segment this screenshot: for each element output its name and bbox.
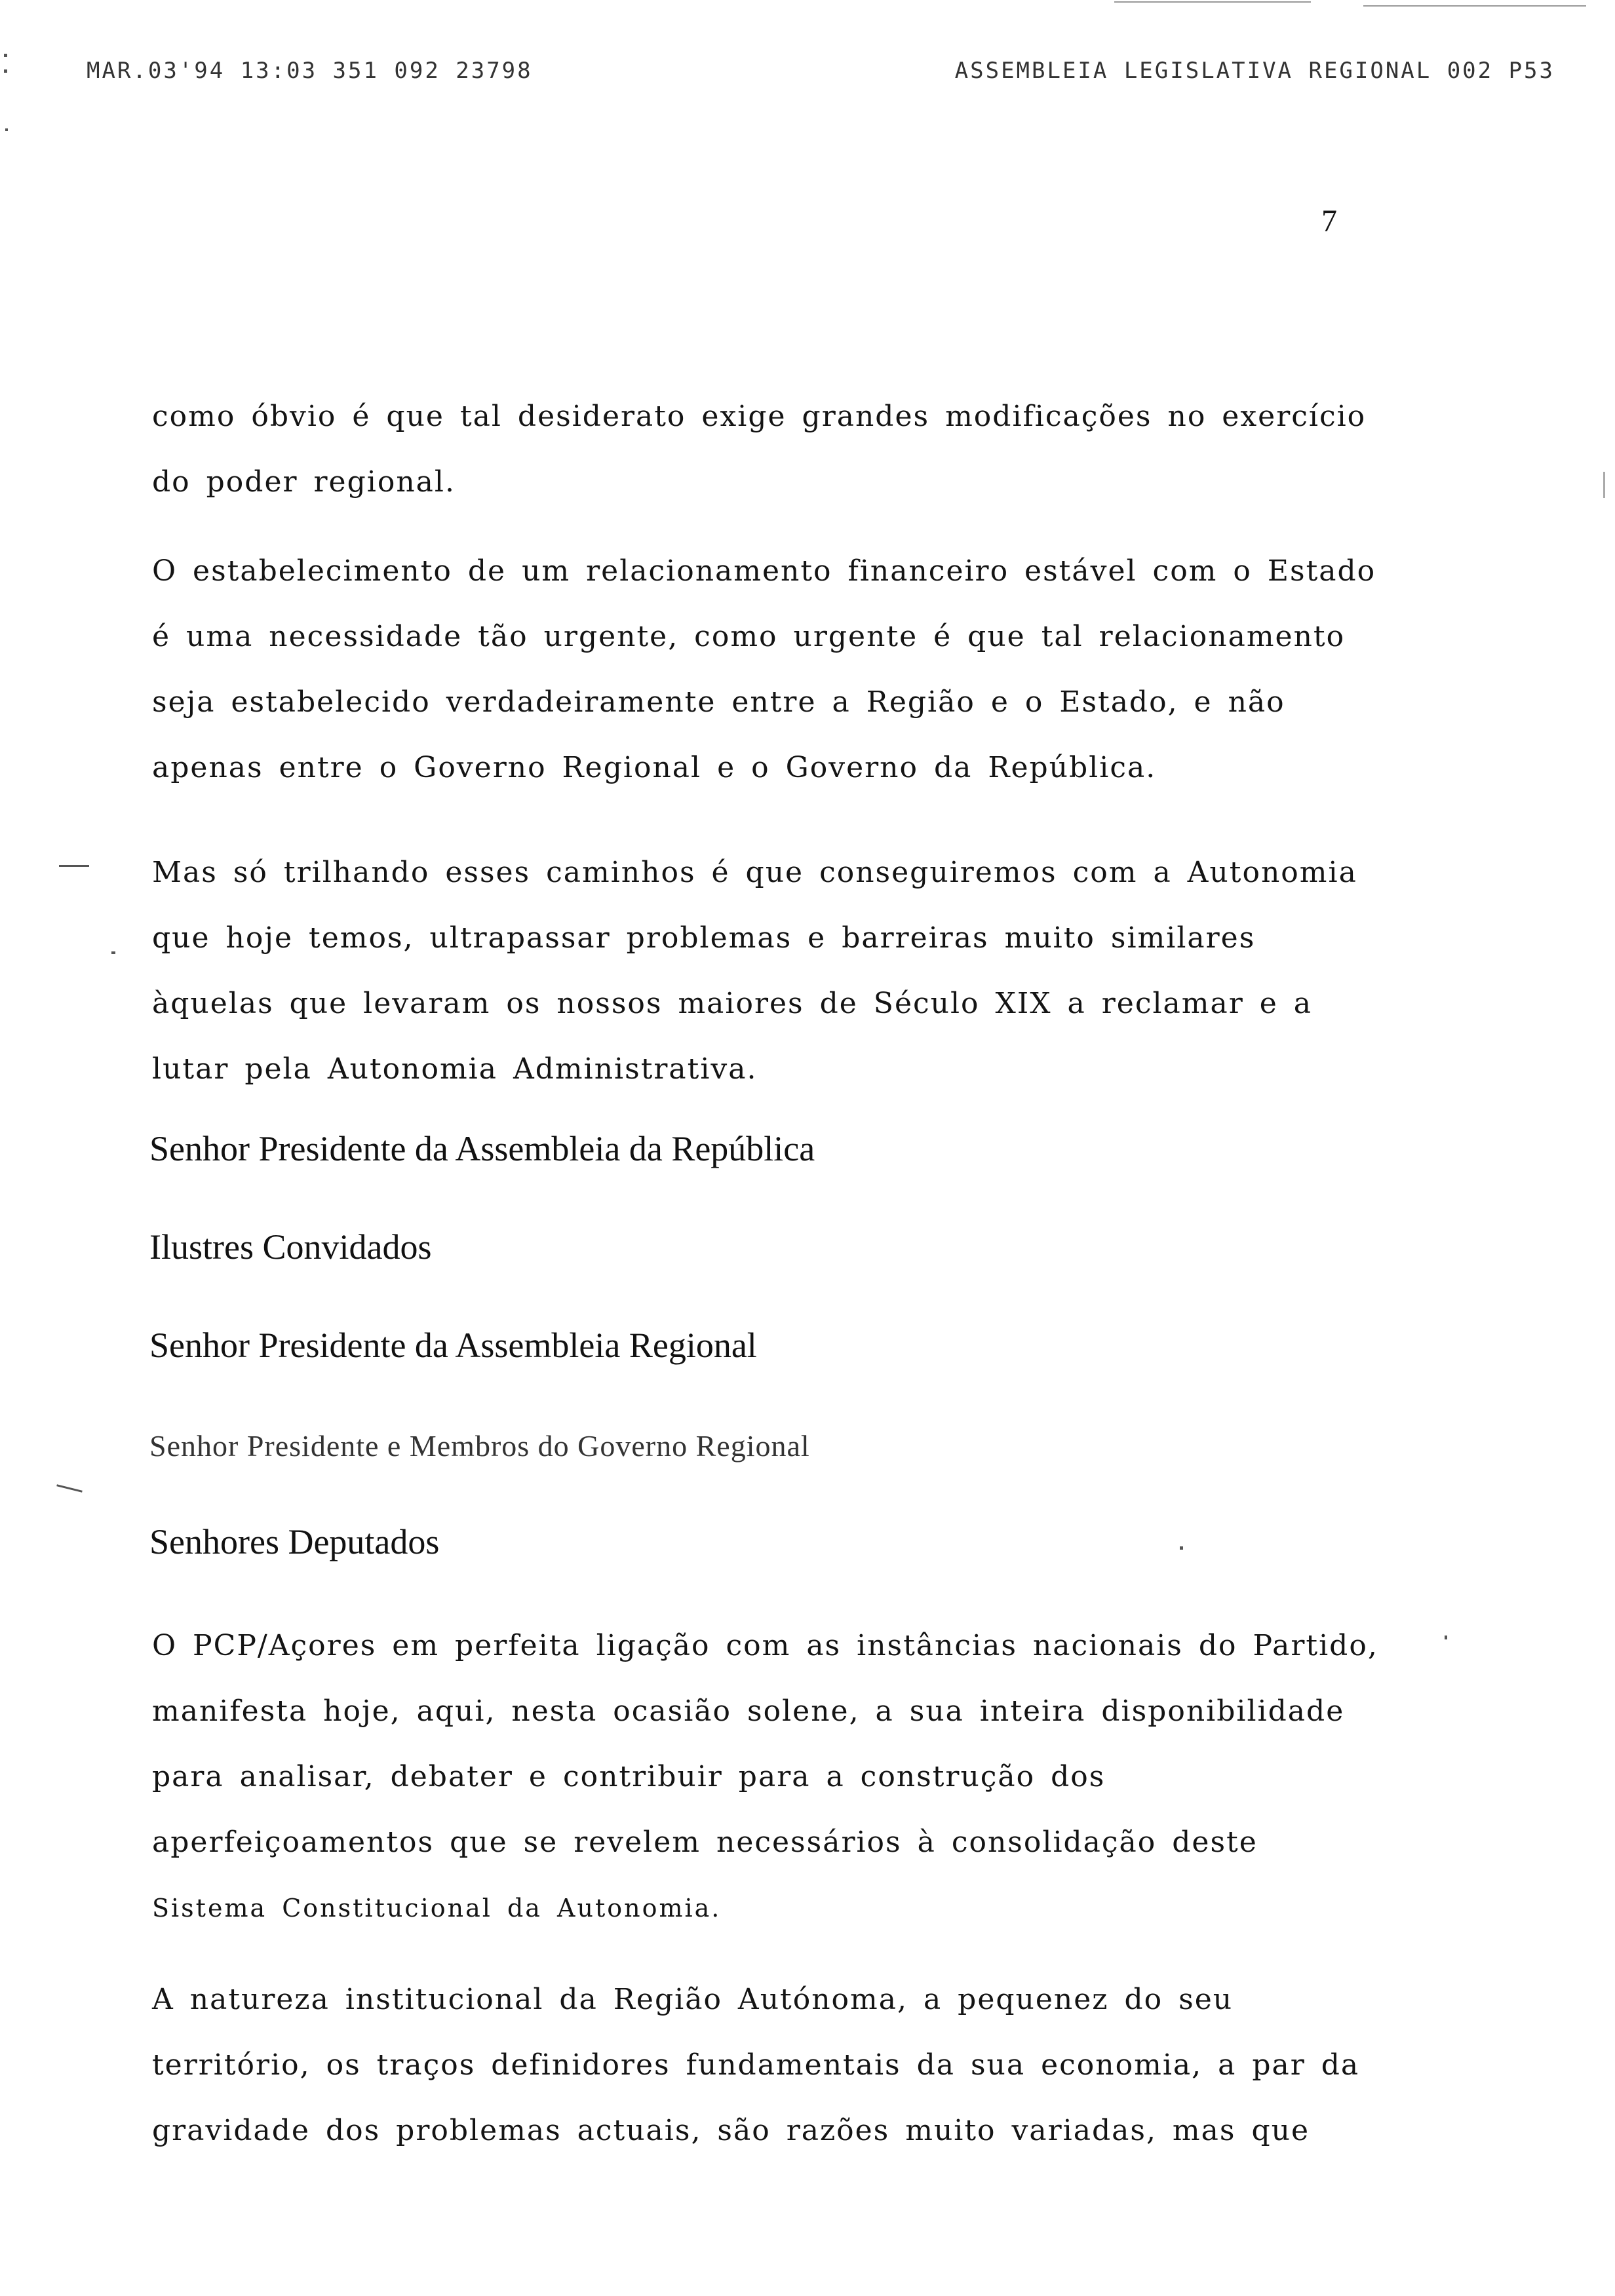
- text-line: Mas só trilhando esses caminhos é que conseguiremos com a Autonomia: [152, 856, 1357, 889]
- salutation-line: Ilustres Convidados: [149, 1227, 432, 1267]
- fax-header: [87, 58, 1555, 84]
- scan-speck: [4, 54, 7, 57]
- text-line: O PCP/Açores em perfeita ligação com as instâncias nacionais do Partido,: [152, 1629, 1378, 1662]
- text-line: do poder regional.: [152, 465, 456, 499]
- scan-speck: [1603, 472, 1605, 498]
- scan-speck: [1445, 1636, 1447, 1639]
- text-line: A natureza institucional da Região Autónoma, a pequenez do seu: [152, 1983, 1234, 2016]
- salutation-line: Senhor Presidente da Assembleia Regional: [149, 1326, 757, 1365]
- text-line: aperfeiçoamentos que se revelem necessários à consolidação deste: [152, 1826, 1258, 1859]
- salutation-line: Senhor Presidente e Membros do Governo Regional: [149, 1429, 810, 1463]
- salutation-line: Senhor Presidente da Assembleia da República: [149, 1129, 815, 1168]
- scan-speck: [111, 951, 115, 954]
- paragraph-5: [152, 1967, 1384, 2164]
- page-number: 7: [1321, 204, 1337, 239]
- text-line: manifesta hoje, aqui, nesta ocasião solene, a sua inteira disponibilidade: [152, 1694, 1345, 1728]
- scan-speck: [56, 1484, 83, 1493]
- paragraph-2: [152, 539, 1384, 801]
- text-line: como óbvio é que tal desiderato exige grandes modificações no exercício: [152, 400, 1367, 433]
- paragraph-3: [152, 840, 1384, 1102]
- text-line: lutar pela Autonomia Administrativa.: [152, 1052, 758, 1086]
- fax-sender-info: ASSEMBLEIA LEGISLATIVA REGIONAL 002 P53: [954, 58, 1555, 84]
- text-line: que hoje temos, ultrapassar problemas e barreiras muito similares: [152, 921, 1256, 955]
- paragraph-1: [152, 384, 1384, 515]
- scan-edge-line: [1363, 5, 1586, 7]
- scan-speck: [4, 69, 7, 73]
- fax-transmission-info: MAR.03'94 13:03 351 092 23798: [87, 58, 533, 84]
- scan-speck: [1180, 1546, 1183, 1550]
- scan-speck: [59, 865, 89, 867]
- paragraph-4: [152, 1613, 1384, 1941]
- text-line: gravidade dos problemas actuais, são razões muito variadas, mas que: [152, 2114, 1310, 2147]
- salutation-line: Senhores Deputados: [149, 1522, 440, 1561]
- scan-edge-line: [1114, 1, 1311, 3]
- text-line: é uma necessidade tão urgente, como urgente é que tal relacionamento: [152, 620, 1346, 653]
- scan-speck: [5, 128, 8, 131]
- text-line: para analisar, debater e contribuir para a construção dos: [152, 1760, 1106, 1793]
- text-line: Sistema Constitucional da Autonomia.: [152, 1894, 722, 1923]
- text-line: território, os traços definidores fundamentais da sua economia, a par da: [152, 2048, 1360, 2082]
- text-line: apenas entre o Governo Regional e o Governo da República.: [152, 751, 1157, 784]
- text-line: àquelas que levaram os nossos maiores de Século XIX a reclamar e a: [152, 987, 1312, 1020]
- text-line: O estabelecimento de um relacionamento financeiro estável com o Estado: [152, 554, 1376, 588]
- text-line: seja estabelecido verdadeiramente entre a Região e o Estado, e não: [152, 685, 1285, 719]
